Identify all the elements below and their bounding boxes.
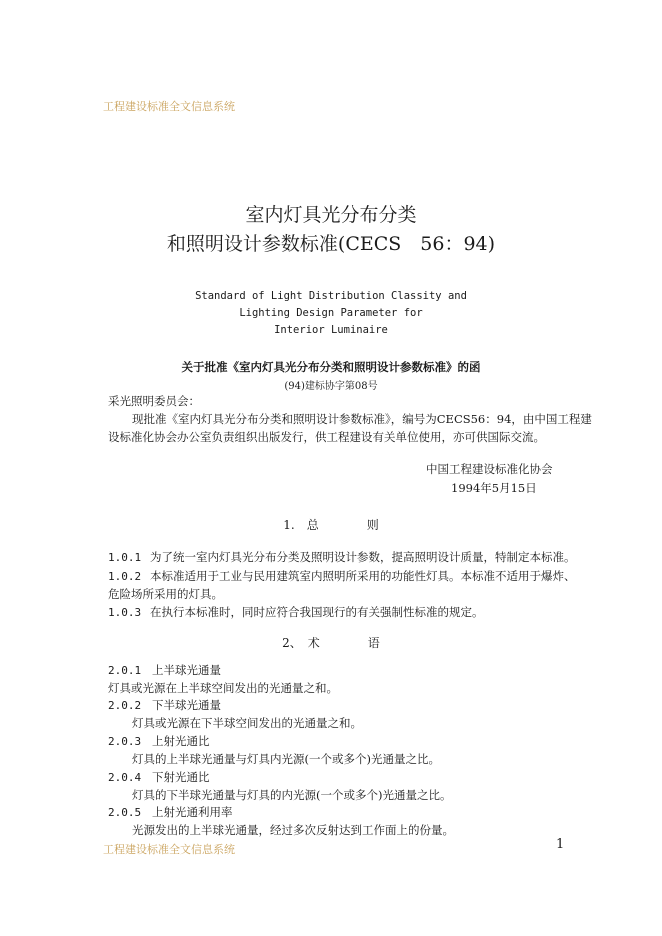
clause-1-0-2 <box>108 568 576 584</box>
clause-number: 1.0.3 <box>108 606 142 619</box>
term-2-0-1-definition: 灯具或光源在上半球空间发出的光通量之和。 <box>108 681 338 695</box>
clause-1-0-1 <box>108 549 576 565</box>
clause-1-0-3 <box>108 604 484 620</box>
clause-text: 为了统一室内灯具光分布分类及照明设计参数，提高照明设计质量，特制定本标准。 <box>150 550 576 564</box>
term-2-0-3 <box>108 733 210 749</box>
letter-salutation: 采光照明委员会： <box>108 394 200 408</box>
doc-title-line-2: 和照明设计参数标准(CECS 56：94) <box>166 233 496 255</box>
clause-text: 本标准适用于工业与民用建筑室内照明所采用的功能性灯具。本标准不适用于爆炸、 <box>150 569 576 583</box>
letter-date: 1994年5月15日 <box>451 481 537 495</box>
footer-system-name: 工程建设标准全文信息系统 <box>103 843 235 856</box>
english-title-line-3: Interior Luminaire <box>274 324 388 336</box>
english-title-line-2: Lighting Design Parameter for <box>239 307 423 319</box>
section-heading-general: 1. 总 则 <box>283 518 379 532</box>
term-number: 2.0.4 <box>108 771 142 784</box>
clause-number: 1.0.2 <box>108 570 142 583</box>
term-number: 2.0.5 <box>108 806 142 819</box>
term-2-0-3-definition: 灯具的上半球光通量与灯具内光源(一个或多个)光通量之比。 <box>132 752 440 766</box>
term-2-0-4 <box>108 769 210 785</box>
term-2-0-1 <box>108 662 221 678</box>
clause-number: 1.0.1 <box>108 551 142 564</box>
term-name: 上半球光通量 <box>152 663 221 677</box>
term-2-0-4-definition: 灯具的下半球光通量与灯具的内光源(一个或多个)光通量之比。 <box>132 788 452 802</box>
clause-1-0-2-continuation: 危险场所采用的灯具。 <box>108 587 223 601</box>
term-name: 上射光通利用率 <box>152 805 233 819</box>
term-name: 上射光通比 <box>152 734 210 748</box>
term-2-0-2 <box>108 697 221 713</box>
clause-text: 在执行本标准时，同时应符合我国现行的有关强制性标准的规定。 <box>150 605 484 619</box>
header-system-name: 工程建设标准全文信息系统 <box>103 100 235 113</box>
term-2-0-2-definition: 灯具或光源在下半球空间发出的光通量之和。 <box>132 716 362 730</box>
approval-doc-number: (94)建标协字第08号 <box>284 381 378 392</box>
doc-title-line-1: 室内灯具光分布分类 <box>245 204 417 226</box>
term-2-0-5 <box>108 804 233 820</box>
letter-signatory: 中国工程建设标准化协会 <box>426 462 553 476</box>
term-name: 下射光通比 <box>152 770 210 784</box>
term-name: 下半球光通量 <box>152 698 221 712</box>
term-2-0-5-definition: 光源发出的上半球光通量，经过多次反射达到工作面上的份量。 <box>132 823 454 837</box>
approval-letter-heading: 关于批准《室内灯具光分布分类和照明设计参数标准》的函 <box>181 360 481 374</box>
term-number: 2.0.2 <box>108 699 142 712</box>
letter-body-line-2: 设标准化协会办公室负责组织出版发行，供工程建设有关单位使用，亦可供国际交流。 <box>108 430 545 444</box>
page-number: 1 <box>556 837 565 852</box>
term-number: 2.0.1 <box>108 664 142 677</box>
section-heading-terms: 2、 术 语 <box>282 636 380 650</box>
term-number: 2.0.3 <box>108 735 142 748</box>
letter-body-line-1: 现批准《室内灯具光分布分类和照明设计参数标准》，编号为CECS56：94，由中国工程建 <box>132 412 592 426</box>
english-title-line-1: Standard of Light Distribution Classity and <box>195 290 467 302</box>
